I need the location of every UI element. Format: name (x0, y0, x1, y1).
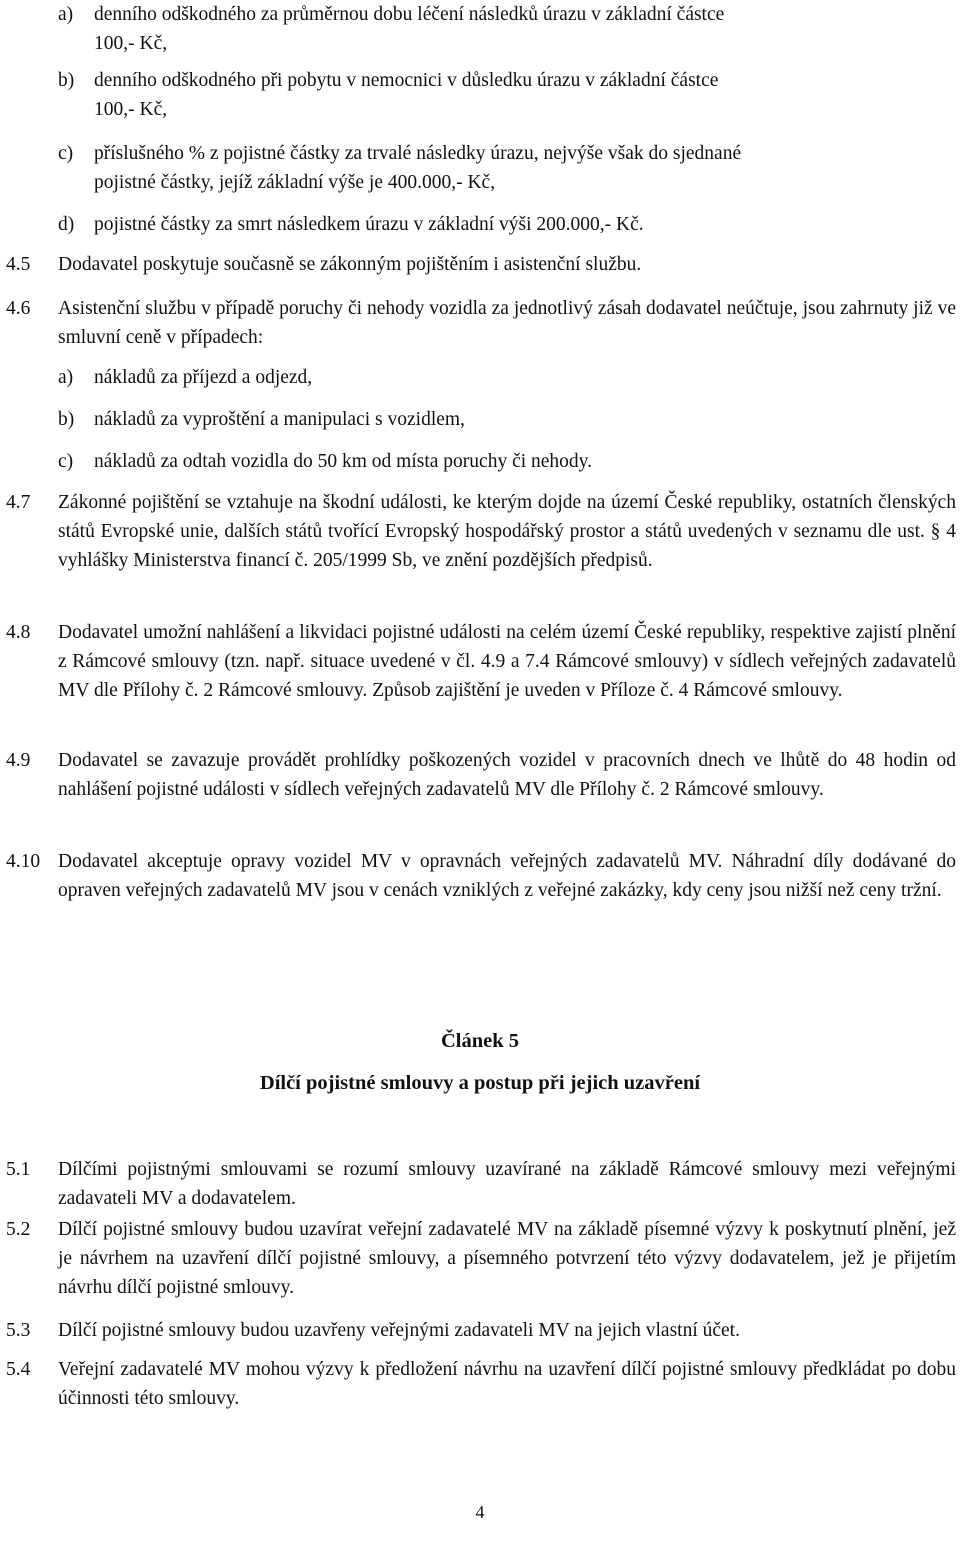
list-item (58, 0, 956, 58)
article-title: Článek 5 (440, 1030, 520, 1052)
paragraph-4-9 (6, 746, 956, 804)
paragraph-number: 5.3 (6, 1320, 31, 1341)
paragraph-5-2 (6, 1215, 956, 1302)
paragraph-number: 5.1 (6, 1159, 31, 1180)
list-item-text: pojistné částky, jejíž základní výše je 400.000,- Kč, (94, 172, 496, 193)
list-item-label: a) (58, 367, 74, 388)
paragraph-text: Dodavatel akceptuje opravy vozidel MV v opravnách veřejných zadavatelů MV. Náhradní díly dodávané do opraven veřejných zadavatelů MV jsou v cenách vzniklých z veřejné zakázky, kdy ceny jsou nižší než ceny tržní. (58, 851, 956, 901)
list-item-text: denního odškodného za průměrnou dobu léčení následků úrazu v základní částce (94, 4, 725, 25)
paragraph-number: 5.4 (6, 1359, 31, 1380)
list-item (58, 405, 956, 434)
paragraph-text: Dodavatel se zavazuje provádět prohlídky poškozených vozidel v pracovních dnech ve lhůtě do 48 hodin od nahlášení pojistné události v sídlech veřejných zadavatelů MV dle Přílohy č. 2 Rámcové smlouvy. (58, 750, 956, 800)
paragraph-5-1 (6, 1155, 956, 1213)
paragraph-4-8 (6, 618, 956, 705)
paragraph-5-3 (6, 1316, 956, 1345)
paragraph-text: Dílčí pojistné smlouvy budou uzavírat veřejní zadavatelé MV na základě písemné výzvy k poskytnutí plnění, jež je návrhem na uzavření dílčí pojistné smlouvy, a písemného potvrzení této výzvy dodavatelem, jež je přijetím návrhu dílčí pojistné smlouvy. (58, 1219, 956, 1298)
list-item-label: c) (58, 451, 74, 472)
list-item-text: nákladů za odtah vozidla do 50 km od místa poruchy či nehody. (94, 451, 593, 472)
paragraph-text: Zákonné pojištění se vztahuje na škodní události, ke kterým dojde na území České republiky, ostatních členských států Evropské unie, dalších států tvořící Evropský hospodářský prostor a států uvedených v seznamu dle ust. § 4 vyhlášky Ministerstva financí č. 205/1999 Sb, ve znění pozdějších předpisů. (58, 492, 956, 571)
list-item-label: c) (58, 143, 74, 164)
paragraph-text: Dílčí pojistné smlouvy budou uzavřeny veřejnými zadavateli MV na jejich vlastní účet. (58, 1320, 740, 1341)
paragraph-text: Veřejní zadavatelé MV mohou výzvy k předložení návrhu na uzavření dílčí pojistné smlouvy předkládat po dobu účinnosti této smlouvy. (58, 1359, 956, 1409)
page-number: 4 (475, 1502, 485, 1522)
paragraph-number: 4.7 (6, 492, 31, 513)
paragraph-5-4 (6, 1355, 956, 1413)
list-item-label: b) (58, 409, 75, 430)
list-item-label: d) (58, 214, 75, 235)
paragraph-number: 4.8 (6, 622, 31, 643)
paragraph-number: 4.10 (6, 851, 41, 872)
list-item (58, 139, 956, 197)
list-item-text: příslušného % z pojistné částky za trvalé následky úrazu, nejvýše však do sjednané (94, 143, 742, 164)
paragraph-4-10 (6, 847, 956, 905)
list-item (58, 66, 956, 124)
paragraph-text: Dodavatel poskytuje současně se zákonným pojištěním i asistenční službu. (58, 254, 642, 275)
paragraph-number: 4.9 (6, 750, 31, 771)
paragraph-number: 4.6 (6, 298, 31, 319)
list-item-text: 100,- Kč, (94, 99, 168, 120)
paragraph-text: Dílčími pojistnými smlouvami se rozumí smlouvy uzavírané na základě Rámcové smlouvy mezi veřejnými zadavateli MV a dodavatelem. (58, 1159, 956, 1209)
paragraph-text: Dodavatel umožní nahlášení a likvidaci pojistné události na celém území České republiky, respektive zajistí plnění z Rámcové smlouvy (tzn. např. situace uvedené v čl. 4.9 a 7.4 Rámcové smlouvy) v sídlech veřejných zadavatelů MV dle Přílohy č. 2 Rámcové smlouvy. Způsob zajištění je uveden v Příloze č. 4 Rámcové smlouvy. (58, 622, 956, 701)
list-item-text: pojistné částky za smrt následkem úrazu v základní výši 200.000,- Kč. (94, 214, 644, 235)
list-item-text: denního odškodného při pobytu v nemocnici v důsledku úrazu v základní částce (94, 70, 719, 91)
list-item (58, 447, 956, 476)
paragraph-number: 5.2 (6, 1219, 31, 1240)
paragraph-4-5 (6, 250, 956, 279)
paragraph-text: Asistenční službu v případě poruchy či nehody vozidla za jednotlivý zásah dodavatel neúčtuje, jsou zahrnuty již ve smluvní ceně v případech: (58, 298, 956, 348)
list-item (58, 363, 956, 392)
list-item-text: 100,- Kč, (94, 33, 168, 54)
paragraph-4-6 (6, 294, 956, 352)
list-item-text: nákladů za vyproštění a manipulaci s vozidlem, (94, 409, 465, 430)
list-item-label: a) (58, 4, 74, 25)
article-subtitle: Dílčí pojistné smlouvy a postup při jejich uzavření (259, 1072, 701, 1094)
list-item-label: b) (58, 70, 75, 91)
list-item (58, 210, 956, 239)
list-item-text: nákladů za příjezd a odjezd, (94, 367, 313, 388)
paragraph-number: 4.5 (6, 254, 31, 275)
paragraph-4-7 (6, 488, 956, 575)
